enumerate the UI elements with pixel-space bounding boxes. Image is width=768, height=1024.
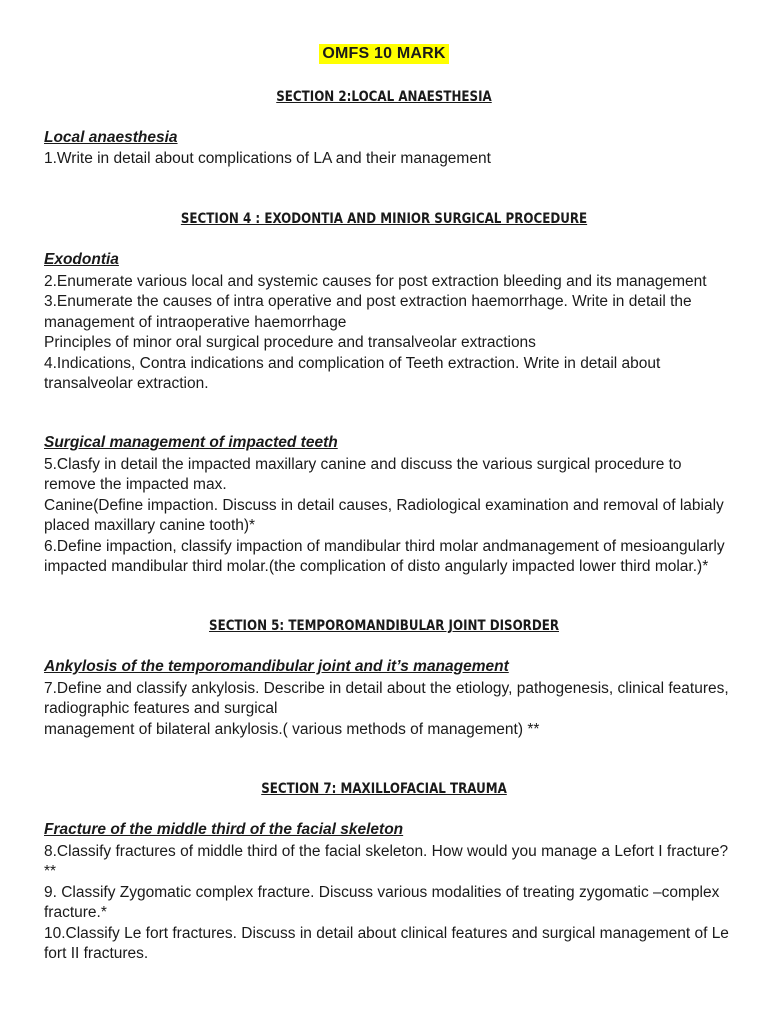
question-group-exodontia	[44, 272, 734, 394]
question-2: 2.Enumerate various local and systemic causes for post extraction bleeding and its management	[44, 273, 707, 290]
question-5: 5.Clasfy in detail the impacted maxillary canine and discuss the various surgical procedure to remove the impacted max.	[44, 456, 682, 494]
subtopic-minor-oral-surgery: Principles of minor oral surgical procedure and transalveolar extractions	[44, 334, 536, 352]
section-heading-2: SECTION 2:LOCAL ANAESTHESIA	[276, 89, 492, 105]
topic-heading-exodontia: Exodontia	[44, 251, 119, 268]
question-10: 10.Classify Le fort fractures. Discuss in detail about clinical features and surgical management of Le fort II fractures.	[44, 924, 729, 963]
topic-heading-impacted-teeth: Surgical management of impacted teeth	[44, 434, 338, 451]
section-heading-7: SECTION 7: MAXILLOFACIAL TRAUMA	[261, 781, 507, 797]
document-title-highlight: OMFS 10 MARK	[319, 44, 448, 64]
question-9: 9. Classify Zygomatic complex fracture. Discuss various modalities of treating zygomatic –complex fracture.*	[44, 883, 720, 922]
question-4: 4.Indications, Contra indications and complication of Teeth extraction. Write in detail about transalveolar extraction.	[44, 354, 661, 393]
question-7: 7.Define and classify ankylosis. Describe in detail about the etiology, pathogenesis, clinical features, radiographic features and surgical	[44, 680, 729, 718]
question-5-canine: Canine(Define impaction. Discuss in detail causes, Radiological examination and removal of labialy placed maxillary canine tooth)*	[44, 496, 724, 535]
question-6: 6.Define impaction, classify impaction of mandibular third molar andmanagement of mesioangularly impacted mandibular third molar.(the complication of disto angularly impacted lower third molar.)*	[44, 537, 725, 576]
question-8: 8.Classify fractures of middle third of the facial skeleton. How would you manage a Lefort I fracture?**	[44, 843, 729, 881]
question-3: 3.Enumerate the causes of intra operative and post extraction haemorrhage. Write in detail the management of intraoperative haemorrhage	[44, 293, 692, 331]
document-title	[0, 44, 768, 64]
question-group-local-anaesthesia	[44, 149, 734, 169]
question-1: 1.Write in detail about complications of LA and their management	[44, 150, 491, 167]
section-heading-5: SECTION 5: TEMPOROMANDIBULAR JOINT DISORDER	[209, 618, 559, 634]
topic-heading-local-anaesthesia: Local anaesthesia	[44, 129, 178, 146]
question-group-impacted-teeth	[44, 455, 734, 577]
topic-heading-middle-third-fracture: Fracture of the middle third of the facial skeleton	[44, 821, 404, 838]
section-heading-4: SECTION 4 : EXODONTIA AND MINIOR SURGICAL PROCEDURE	[180, 211, 588, 227]
question-group-ankylosis	[44, 679, 734, 740]
question-7-management: management of bilateral ankylosis.( various methods of management) **	[44, 720, 540, 738]
topic-heading-ankylosis: Ankylosis of the temporomandibular joint and it’s management	[44, 658, 509, 675]
question-group-trauma	[44, 842, 734, 964]
